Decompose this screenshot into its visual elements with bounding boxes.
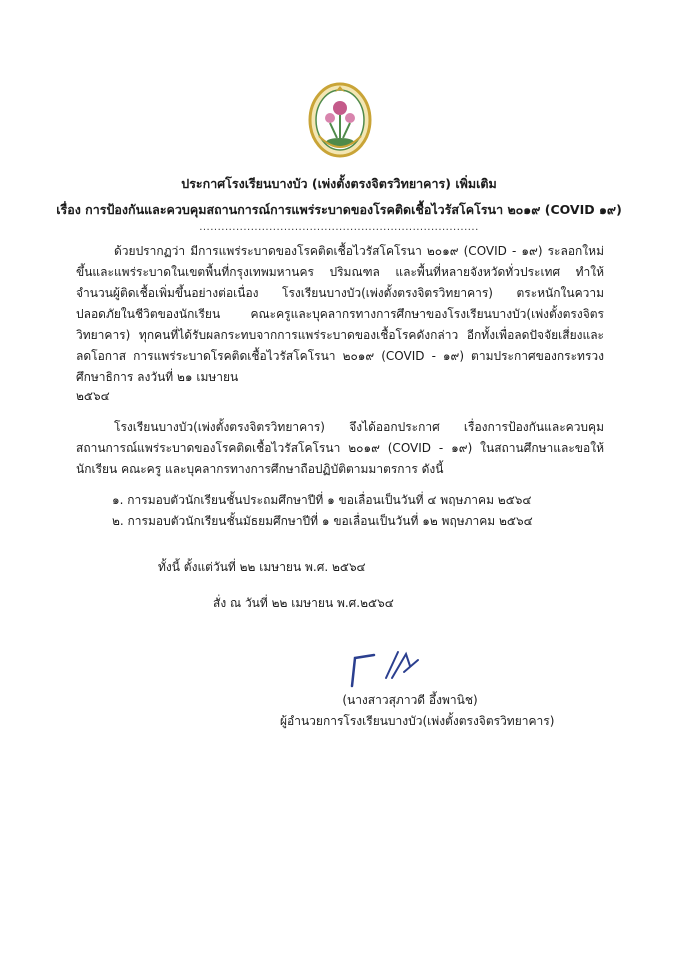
paragraph-year: ๒๕๖๔: [76, 389, 110, 403]
order-date: สั่ง ณ วันที่ ๒๒ เมษายน พ.ศ.๒๕๖๔: [213, 596, 394, 610]
signer-position: ผู้อำนวยการโรงเรียนบางบัว(เพ่งตั้งตรงจิตรวิทยาคาร): [280, 714, 555, 728]
dotted-separator: ............................................................................: [199, 222, 479, 233]
announcement-subject: เรื่อง การป้องกันและควบคุมสถานการณ์การแพร่ระบาดของโรคติดเชื้อไวรัสโคโรนา ๒๐๑๙ (COVID ๑๙): [56, 202, 622, 217]
signature-icon: [346, 648, 426, 688]
announcement-title: ประกาศโรงเรียนบางบัว (เพ่งตั้งตรงจิตรวิทยาคาร) เพิ่มเติม: [181, 176, 497, 191]
measure-item-2: ๒. การมอบตัวนักเรียนชั้นมัธยมศึกษาปีที่ ๑ ขอเลื่อนเป็นวันที่ ๑๒ พฤษภาคม ๒๕๖๔: [112, 514, 533, 528]
signer-name: (นางสาวสุภาวดี อึ้งพานิช): [342, 693, 478, 707]
paragraph-measures: โรงเรียนบางบัว(เพ่งตั้งตรงจิตรวิทยาคาร) จึงได้ออกประกาศ เรื่องการป้องกันและควบคุมสถานการณ์แพร่ระบาดของโรคติดเชื้อไวรัสโคโรนา ๒๐๑๙ (COVID - ๑๙) ในสถานศึกษาและขอให้นักเรียน คณะครู และบุคลากรทางการศึกษาถือปฏิบัติตามมาตรการ ดังนี้: [76, 420, 604, 476]
measure-item-1: ๑. การมอบตัวนักเรียนชั้นประถมศึกษาปีที่ ๑ ขอเลื่อนเป็นวันที่ ๔ พฤษภาคม ๒๕๖๔: [112, 493, 532, 507]
effective-date: ทั้งนี้ ตั้งแต่วันที่ ๒๒ เมษายน พ.ศ. ๒๕๖๔: [158, 560, 366, 574]
paragraph-background: ด้วยปรากฏว่า มีการแพร่ระบาดของโรคติดเชื้อไวรัสโคโรนา ๒๐๑๙ (COVID - ๑๙) ระลอกใหม่ขึ้นและแพร่ระบาดในเขตพื้นที่กรุงเทพมหานคร ปริมณฑล และพื้นที่หลายจังหวัดทั่วประเทศ ทำให้จำนวนผู้ติดเชื้อเพิ่มขึ้นอย่างต่อเนื่อง โรงเรียนบางบัว(เพ่งตั้งตรงจิตรวิทยาคาร) ตระหนักในความปลอดภัยในชีวิตของนักเรียน คณะครูและบุคลากรทางการศึกษาของโรงเรียนบางบัว(เพ่งตั้งตรงจิตรวิทยาคาร) ทุกคนที่ได้รับผลกระทบจากการแพร่ระบาดของเชื้อโรคดังกล่าว อีกทั้งเพื่อลดปัจจัยเสี่ยงและลดโอกาส การแพร่ระบาดโรคติดเชื้อไวรัสโคโรนา ๒๐๑๙ (COVID - ๑๙) ตามประกาศของกระทรวงศึกษาธิการ ลงวันที่ ๒๑ เมษายน: [76, 244, 604, 384]
school-seal-icon: [307, 80, 373, 158]
